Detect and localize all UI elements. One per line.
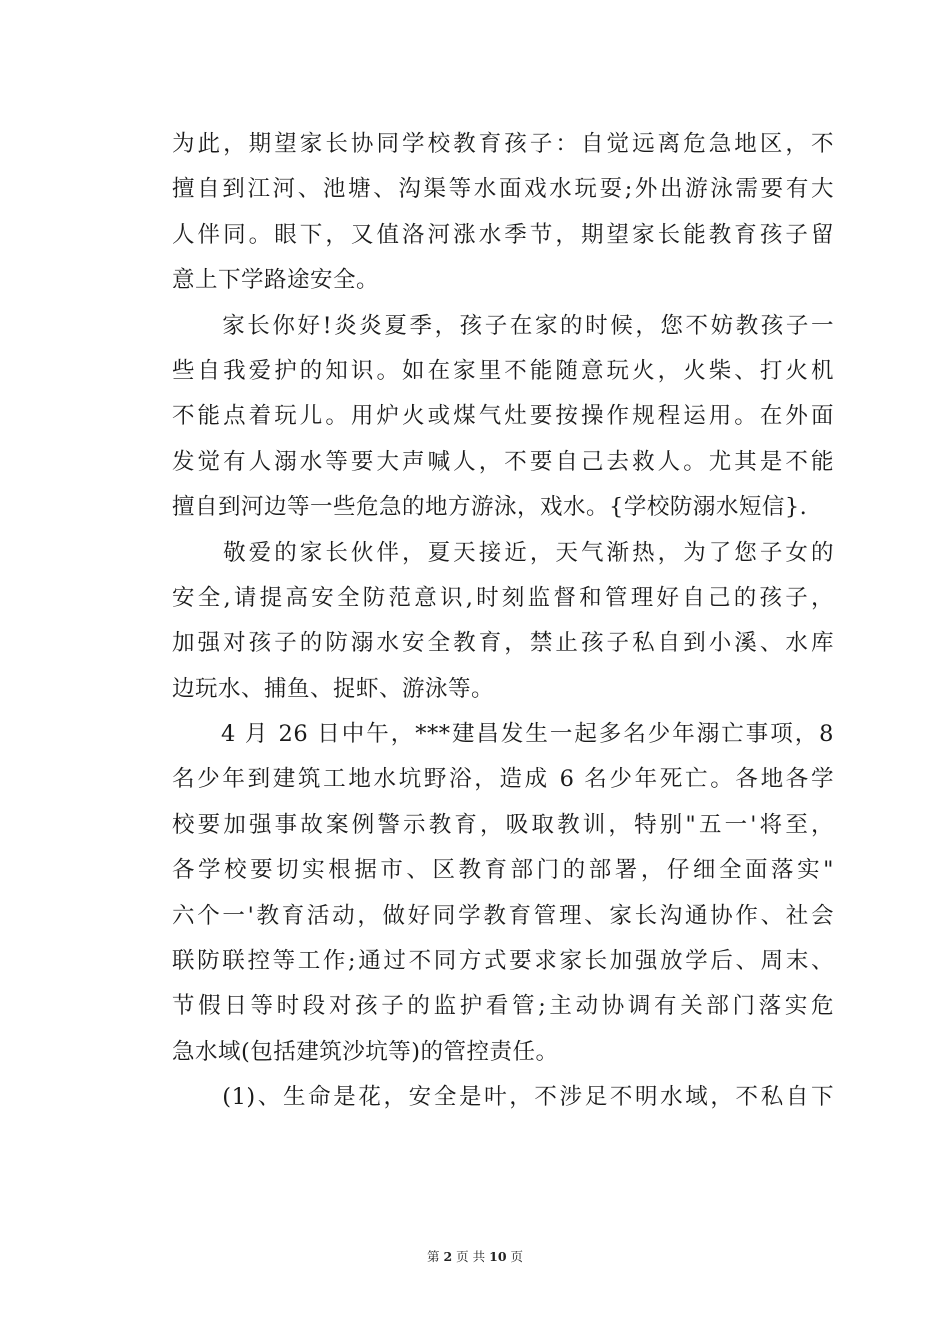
total-page-number: 10: [489, 1249, 507, 1264]
text-line: 不能点着玩儿。用炉火或煤气灶要按操作规程运用。在外面: [172, 403, 834, 430]
body-text: [172, 122, 834, 1121]
text-line: 家长你好!炎炎夏季，孩子在家的时候，您不妨教孩子一: [172, 312, 834, 339]
text-line: 各学校要切实根据市、区教育部门的部署，仔细全面落实": [172, 857, 834, 884]
paragraph-4: [172, 712, 834, 1075]
paragraph-2: [172, 304, 834, 531]
page-footer: [0, 1247, 950, 1265]
text-line: 加强对孩子的防溺水安全教育，禁止孩子私自到小溪、水库: [172, 630, 834, 657]
text-line: 些自我爱护的知识。如在家里不能随意玩火，火柴、打火机: [172, 357, 834, 384]
footer-suffix: 页: [510, 1249, 524, 1264]
text-line: 六个一'教育活动，做好同学教育管理、家长沟通协作、社会: [172, 902, 834, 929]
text-line: 发觉有人溺水等要大声喊人，不要自己去救人。尤其是不能: [172, 448, 834, 475]
current-page-number: 2: [443, 1249, 453, 1264]
text-line: 安全,请提高安全防范意识,时刻监督和管理好自己的孩子，: [172, 584, 834, 611]
text-line: 节假日等时段对孩子的监护看管;主动协调有关部门落实危: [172, 993, 834, 1020]
paragraph-5: [172, 1075, 834, 1120]
text-line: 敬爱的家长伙伴，夏天接近，天气渐热，为了您子女的: [172, 539, 834, 566]
footer-prefix: 第: [426, 1249, 440, 1264]
text-line: 校要加强事故案例警示教育，吸取教训，特别"五一'将至，: [172, 811, 834, 838]
text-line: 人伴同。眼下，又值洛河涨水季节，期望家长能教育孩子留: [172, 221, 834, 248]
text-line: 4 月 26 日中午，***建昌发生一起多名少年溺亡事项，8: [172, 721, 834, 748]
text-line: 名少年到建筑工地水坑野浴，造成 6 名少年死亡。各地各学: [172, 766, 834, 793]
paragraph-3: [172, 531, 834, 713]
text-line: 为此，期望家长协同学校教育孩子：自觉远离危急地区，不: [172, 131, 834, 157]
text-line: 急水域(包括建筑沙坑等)的管控责任。: [172, 1038, 559, 1065]
text-line: 边玩水、捕鱼、捉虾、游泳等。: [172, 675, 495, 702]
paragraph-1: [172, 122, 834, 304]
text-line: 联防联控等工作;通过不同方式要求家长加强放学后、周末、: [172, 948, 834, 975]
footer-middle: 页 共: [456, 1249, 486, 1264]
text-line: (1)、生命是花，安全是叶，不涉足不明水域，不私自下: [172, 1084, 834, 1111]
text-line: 意上下学路途安全。: [172, 267, 380, 294]
text-line: 擅自到江河、池塘、沟渠等水面戏水玩耍;外出游泳需要有大: [172, 176, 834, 203]
text-line: 擅自到河边等一些危急的地方游泳，戏水。{学校防溺水短信}.: [172, 494, 808, 521]
